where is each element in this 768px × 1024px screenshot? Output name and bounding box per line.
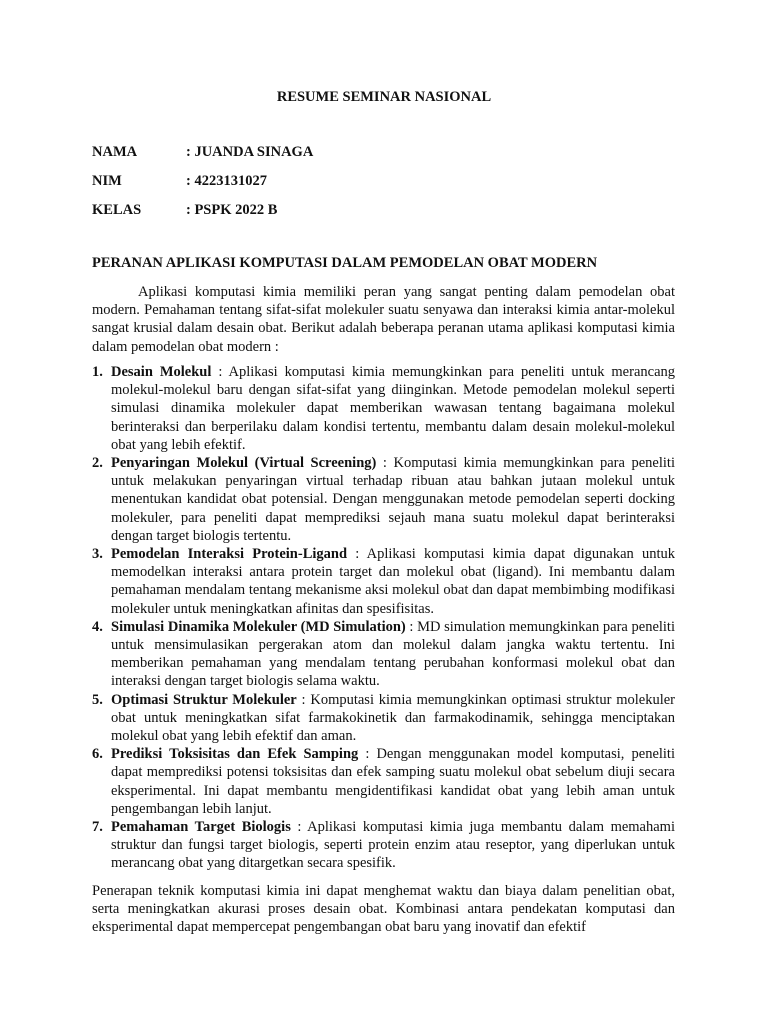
list-item — [92, 454, 675, 545]
roles-list — [92, 363, 675, 873]
identity-label: KELAS — [92, 202, 142, 218]
list-item — [92, 618, 675, 691]
list-item-term: Penyaringan Molekul (Virtual Screening) — [111, 455, 377, 472]
identity-row-name — [92, 143, 592, 172]
list-item-body — [111, 745, 675, 818]
list-item-number: 3. — [92, 546, 103, 563]
list-item-text: : MD simulation memungkinkan para peneliti untuk mensimulasikan pergerakan atom dan molekul dalam jangka waktu tertentu. Ini memberikan pemahaman yang mendalam tentang perubahan konformasi molekul obat dan interaksi dengan target biologis selama waktu. — [111, 618, 675, 690]
list-item-body — [111, 818, 675, 873]
list-item-number: 6. — [92, 746, 103, 763]
list-item-body — [111, 691, 675, 746]
list-item-term: Pemodelan Interaksi Protein-Ligand — [111, 546, 348, 563]
list-item-number: 7. — [92, 819, 103, 836]
list-item-term: Prediksi Toksisitas dan Efek Samping — [111, 746, 359, 763]
identity-block — [92, 143, 592, 230]
document-title: RESUME SEMINAR NASIONAL — [276, 89, 492, 105]
list-item-number: 1. — [92, 364, 103, 380]
list-item-text: : Aplikasi komputasi kimia memungkinkan para peneliti untuk merancang molekul-molekul baru dengan sifat-sifat yang diinginkan. Metode pemodelan molekul seperti simulasi dinamika molekuler dapat memberikan wawasan tentang bagaimana molekul berinteraksi dan berperilaku dalam kondisi tertentu, membantu dalam desain molekul-molekul obat yang lebih efektif. — [111, 364, 676, 453]
list-item-number: 2. — [92, 455, 103, 472]
list-item-body — [111, 363, 675, 454]
section-heading: PERANAN APLIKASI KOMPUTASI DALAM PEMODELAN OBAT MODERN — [92, 255, 598, 271]
list-item-term: Desain Molekul — [111, 364, 212, 380]
list-item-text: : Aplikasi komputasi kimia dapat digunakan untuk memodelkan interaksi antara protein target dan molekul obat (ligand). Ini membantu dalam pemahaman mendalam tentang mekanisme aksi molekul obat dan dapat membimbing modifikasi molekuler untuk meningkatkan afinitas dan spesifisitas. — [111, 546, 675, 617]
list-item-body — [111, 454, 675, 545]
identity-row-nim — [92, 172, 592, 201]
identity-label: NIM — [92, 173, 122, 189]
list-item-text: : Komputasi kimia memungkinkan optimasi struktur molekuler obat untuk meningkatkan sifat farmakokinetik dan farmakodinamik, sehingga menciptakan molekul obat yang lebih efektif dan aman. — [111, 691, 675, 745]
list-item-number: 4. — [92, 618, 103, 635]
list-item-term: Simulasi Dinamika Molekuler (MD Simulation) — [111, 618, 406, 635]
list-item-text: : Komputasi kimia memungkinkan para peneliti untuk melakukan penyaringan virtual terhadap ribuan atau bahkan jutaan molekul untuk menentukan kandidat obat potensial. Dengan menggunakan metode pemodelan seperti docking molekuler, para peneliti dapat memprediksi sejauh mana suatu molekul dapat berinteraksi dengan target biologis tertentu. — [111, 455, 675, 544]
list-item-text: : Dengan menggunakan model komputasi, peneliti dapat memprediksi potensi toksisitas dan efek samping suatu molekul obat sebelum diuji secara eksperimental. Ini dapat membantu mengidentifikasi kandidat obat yang lebih aman untuk pengembangan lebih lanjut. — [111, 746, 675, 817]
list-item-term: Pemahaman Target Biologis — [111, 819, 291, 836]
list-item — [92, 545, 675, 618]
intro-paragraph: Aplikasi komputasi kimia memiliki peran yang sangat penting dalam pemodelan obat modern. Pemahaman tentang sifat-sifat molekuler suatu senyawa dan interaksi kimia antar-molekul sangat krusial dalam desain obat. Berikut adalah beberapa peranan utama aplikasi komputasi kimia dalam pemodelan obat modern : — [92, 284, 675, 355]
list-item — [92, 745, 675, 818]
identity-value: : 4223131027 — [186, 173, 267, 189]
identity-row-class — [92, 201, 592, 230]
list-item-number: 5. — [92, 691, 103, 708]
list-item-text: : Aplikasi komputasi kimia juga membantu dalam memahami struktur dan fungsi target biologis, seperti protein enzim atau reseptor, yang diperlukan untuk merancang obat yang ditargetkan secara spesifik. — [111, 819, 675, 872]
list-item-body — [111, 545, 675, 618]
closing-paragraph: Penerapan teknik komputasi kimia ini dapat menghemat waktu dan biaya dalam penelitian obat, serta meningkatkan akurasi proses desain obat. Kombinasi antara pendekatan komputasi dan eksperimental dapat mempercepat pengembangan obat baru yang inovatif dan efektif — [92, 883, 675, 936]
list-item — [92, 363, 675, 454]
list-item-body — [111, 618, 675, 691]
list-item — [92, 691, 675, 746]
identity-value: : PSPK 2022 B — [186, 202, 278, 218]
list-item — [92, 818, 675, 873]
identity-value: : JUANDA SINAGA — [186, 144, 314, 160]
list-item-term: Optimasi Struktur Molekuler — [111, 691, 297, 708]
identity-label: NAMA — [92, 144, 138, 160]
